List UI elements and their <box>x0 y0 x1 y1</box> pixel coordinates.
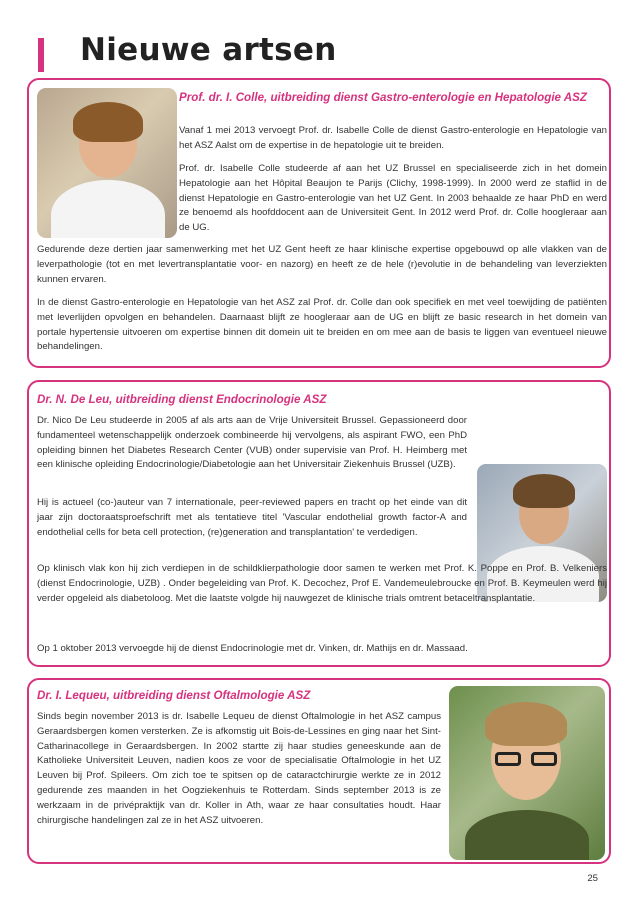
page-number: 25 <box>587 873 598 884</box>
article-card-lequeu <box>27 678 611 864</box>
portrait-woman-icon <box>37 88 177 238</box>
page-title: Nieuwe artsen <box>80 32 337 68</box>
portrait-woman-glasses-icon <box>449 686 605 860</box>
title-accent-bar <box>38 38 44 72</box>
article-paragraph: Vanaf 1 mei 2013 vervoegt Prof. dr. Isabelle Colle de dienst Gastro-enterologie en Hepatologie van het ASZ Aalst om de expertise in de hepatologie uit te breiden. <box>179 125 607 151</box>
article-paragraph: Gedurende deze dertien jaar samenwerking met het UZ Gent heeft ze haar klinische expertise opgebouwd op alle vlakken van de leverpathologie (tot en met levertransplantatie voor- en nazorg) en heeft ze de hele (r)evolutie in de behandeling van leverziekten kunnen ervaren. <box>37 244 607 285</box>
article-card-colle <box>27 78 611 368</box>
article-card-de-leu <box>27 380 611 667</box>
article-title: Prof. dr. I. Colle, uitbreiding dienst Gastro-enterologie en Hepatologie ASZ <box>179 91 587 104</box>
article-paragraph: Dr. Nico De Leu studeerde in 2005 af als arts aan de Vrije Universiteit Brussel. Gepassioneerd door fundamenteel wetenschappelijk onderzoek combineerde hij vervolgens, als aspirant FWO, een PhD opleiding binnen het Diabetes Research Center (VUB) onder supervisie van Prof. H. Heimberg met een klinische opleiding Endocrinologie/Diabetologie aan het Universitair Ziekenhuis Brussel (UZB). <box>37 415 467 471</box>
article-paragraph: Prof. dr. Isabelle Colle studeerde af aan het UZ Brussel en specialiseerde zich in het domein Hepatologie aan het Hôpital Beaujon te Parijs (Clichy, 1998-1999). In 2000 werd ze staflid in de dienst Hepatologie en Gastro-enterologie van het UZ Gent. In 2003 behaalde ze haar PhD en werd ze benoemd als hoofddocent aan de Universiteit Gent. In 2012 werd Prof. dr. Colle hoogleraar aan de UG. <box>179 163 607 234</box>
article-paragraph: Op klinisch vlak kon hij zich verdiepen in de schildklierpathologie door samen te werken met Prof. K. Poppe en Prof. B. Velkeniers (dienst Endocrinologie, UZB) . Onder begeleiding van Prof. K. Decochez, Prof E. Vandemeulebroucke en Prof. B. Keymeulen werd hij verder opgeleid als diabetoloog. Met die laatste volgde hij nauwgezet de klinische trials omtrent betaceltransplantatie. <box>37 563 607 604</box>
article-title: Dr. N. De Leu, uitbreiding dienst Endocrinologie ASZ <box>37 393 327 406</box>
article-paragraph: Hij is actueel (co-)auteur van 7 internationale, peer-reviewed papers en tracht op het einde van dit jaar zijn doctoraatsproefschrift met als tentatieve titel 'Vascular endothelial growth factor-A and endothelial cells for beta cell protection, (re)generation and transplantation' te verdedigen. <box>37 497 467 538</box>
article-title: Dr. I. Lequeu, uitbreiding dienst Oftalmologie ASZ <box>37 689 311 702</box>
article-paragraph: In de dienst Gastro-enterologie en Hepatologie van het ASZ zal Prof. dr. Colle dan ook specifiek en met veel toewijding de patiënten met leverlijden opvolgen en behandelen. Daarnaast blijft ze hoogleraar aan de UG en blijft ze basic research in het domein van portale hypertensie uitvoeren om expertise binnen dit domein uit te breiden en om mee aan de basis te liggen van eventueel nieuwe behandelingen. <box>37 297 607 353</box>
article-paragraph: Sinds begin november 2013 is dr. Isabelle Lequeu de dienst Oftalmologie in het ASZ campus Geraardsbergen komen versterken. Ze is afkomstig uit Bois-de-Lessines en ging naar het Sint-Catharinacollege in Geraardsbergen. In 2002 startte zij haar studies geneeskunde aan de Katholieke Universiteit Leuven, nadien koos ze voor de specialisatie Oftalmologie in het UZ Leuven bij Prof. Spileers. Om zich toe te spitsen op de cataractchirurgie werkte ze in 2012 gedurende zes maanden in het Oogziekenhuis te Rotterdam. Sinds september 2013 is ze werkzaam in de privépraktijk van dr. Koller in Ath, waar ze haar consultaties houdt. Haar chirurgische handelingen zal ze in het ASZ uitvoeren. <box>37 711 441 826</box>
article-paragraph: Op 1 oktober 2013 vervoegde hij de dienst Endocrinologie met dr. Vinken, dr. Mathijs en dr. Massaad. <box>37 643 468 654</box>
